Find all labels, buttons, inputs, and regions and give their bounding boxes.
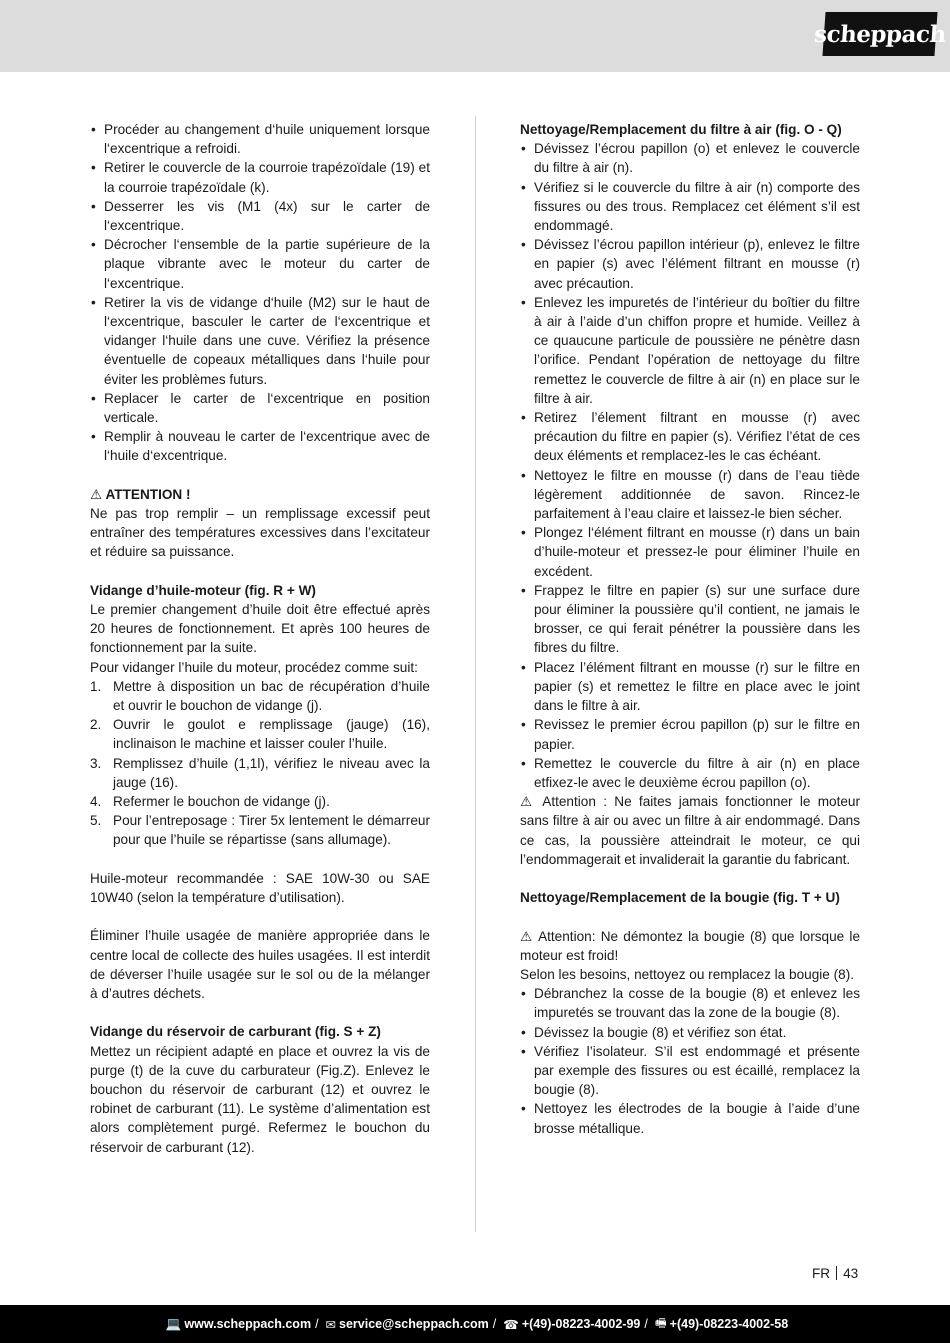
spark-plug-intro: Selon les besoins, nettoyez ou remplacez la bougie (8). — [520, 966, 854, 982]
air-filter-steps — [520, 139, 860, 792]
list-item: • Plongez l‘élément filtrant en mousse (r) dans un bain d’huile-moteur et pressez-le pour éliminer l’huile en excédent. — [520, 523, 860, 581]
list-item: • Replacer le carter de l‘excentrique en position verticale. — [90, 389, 430, 427]
air-filter-heading: Nettoyage/Remplacement du filtre à air (fig. O - Q) — [520, 122, 842, 137]
footer-separator: / — [315, 1317, 319, 1331]
page-header — [0, 0, 950, 72]
eccentric-oil-steps — [90, 120, 430, 466]
fax-number: +(49)-08223-4002-58 — [669, 1317, 789, 1331]
left-column — [90, 120, 430, 1157]
list-item: 4. Refermer le bouchon de vidange (j). — [90, 794, 330, 810]
page-footer — [0, 1305, 950, 1343]
paragraph: Le premier changement d’huile doit être effectué après 20 heures de fonctionnement. Et après 100 heures de fonctionnement par la suite. — [90, 602, 430, 656]
phone-number[interactable]: +(49)-08223-4002-99 — [521, 1317, 641, 1331]
list-item: • Vérifiez si le couvercle du filtre à air (n) comporte des fissures ou des trous. Remplacez cet élément s’il est endommagé. — [520, 178, 860, 236]
warning-icon: ⚠ — [90, 486, 103, 502]
page-number-value: 43 — [843, 1266, 859, 1281]
list-item: • Dévissez l’écrou papillon (o) et enlevez le couvercle du filtre à air (n). — [520, 139, 860, 177]
list-item: • Décrocher l‘ensemble de la partie supérieure de la plaque vibrante avec le moteur du carter de l‘excentrique. — [90, 235, 430, 293]
spark-plug-warning: ⚠ Attention: Ne démontez la bougie (8) que lorsque le moteur est froid! — [520, 928, 860, 963]
paragraph: Pour vidanger l’huile du moteur, procédez comme suit: — [90, 659, 418, 675]
list-item: • Nettoyez le filtre en mousse (r) dans de l’eau tiède légèrement additionnée de savon. Rincez-le parfaitement à l’eau claire et laissez-le bien sécher. — [520, 466, 860, 524]
list-item: • Frappez le filtre en papier (s) sur une surface dure pour éliminer la poussière qu’il contient, ne jamais le brosser, ce qui ferait pénétrer la poussière dans les fibres du filtre. — [520, 581, 860, 658]
list-item: • Retirer le couvercle de la courroie trapézoïdale (19) et la courroie trapézoïdale (k). — [90, 158, 430, 196]
fuel-drain-text: Mettez un récipient adapté en place et ouvrez la vis de purge (t) de la cuve du carburateur (Fig.Z). Enlevez le bouchon du réservoir de carburant (12) et ouvrez le robinet de carburant (11). Le système d’alimentation est alors complètement purgé. Refermez le bouchon du réservoir de carburant (12). — [90, 1043, 430, 1155]
list-item: • Remettez le couvercle du filtre à air (n) en place etfixez-le avec le deuxième écrou papillon (o). — [520, 754, 860, 792]
right-column — [520, 120, 860, 1138]
language-code: FR — [812, 1266, 831, 1281]
list-item: • Remplir à nouveau le carter de l‘excentrique avec de l‘huile d‘excentrique. — [90, 427, 430, 465]
list-item: • Dévissez l’écrou papillon intérieur (p), enlevez le filtre en papier (s) avec l’élément filtrant en mousse (r) avec précaution. — [520, 235, 860, 293]
list-item: • Enlevez les impuretés de l’intérieur du boîtier du filtre à air à l’aide d’un chiffon propre et humide. Veillez à ce quaucune particule de poussière ne pénètre dasn l’orifice. Pendant l’opération de nettoyage du filtre remettez le couvercle de filtre à air (n) en place sur le filtre à air. — [520, 293, 860, 408]
list-item: 2. Ouvrir le goulot e remplissage (jauge) (16), inclinaison le machine et laisser couler l’huile. — [90, 717, 430, 752]
list-item: • Débranchez la cosse de la bougie (8) et enlevez les impuretés se trouvant das la zone de la bougie (8). — [520, 984, 860, 1022]
attention-text: Ne pas trop remplir – un remplissage excessif peut entraîner des températures excessives dans l’excitateur et réduire sa puissance. — [90, 506, 430, 560]
attention-heading: ⚠ ATTENTION ! — [90, 486, 191, 502]
list-item: • Placez l’élément filtrant en mousse (r) sur le filtre en papier (s) et remettez le filtre en place avec le joint dans le filtre à air. — [520, 658, 860, 716]
list-item: • Procéder au changement d‘huile uniquement lorsque l‘excentrique a refroidi. — [90, 120, 430, 158]
list-item: • Desserrer les vis (M1 (4x) sur le carter de l‘excentrique. — [90, 197, 430, 235]
list-item: • Retirer la vis de vidange d‘huile (M2) sur le haut de l‘excentrique, basculer le carter de l‘excentrique et vidanger l‘huile dans une cuve. Vérifiez la présence éventuelle de copeaux métalliques dans l‘huile pour éviter les problèmes futurs. — [90, 293, 430, 389]
footer-separator: / — [644, 1317, 648, 1331]
list-item: • Vérifiez l’isolateur. S’il est endommagé et présente par exemple des fissures ou est écaillé, remplacez la bougie (8). — [520, 1042, 860, 1100]
email-link[interactable]: service@scheppach.com — [339, 1317, 489, 1331]
list-item: 5. Pour l’entreposage : Tirer 5x lentement le démarreur pour que l’huile se répartisse (sans allumage). — [90, 813, 430, 848]
computer-icon: 💻 — [165, 1316, 182, 1331]
list-item: • Retirez l’élement filtrant en mousse (r) avec précaution du filtre en papier (s). Vérifiez l’état de ces deux éléments et remplacez-les le cas échéant. — [520, 408, 860, 466]
spark-plug-heading: Nettoyage/Remplacement de la bougie (fig. T + U) — [520, 890, 840, 906]
oil-disposal-note: Éliminer l’huile usagée de manière appropriée dans le centre local de collecte des huiles usagées. Il est interdit de déverser l’huile usagée sur le sol ou de la mélanger à d’autres déchets. — [90, 928, 430, 1002]
list-item: • Nettoyez les électrodes de la bougie à l’aide d’une brosse métallique. — [520, 1099, 860, 1137]
website-link[interactable]: www.scheppach.com — [184, 1317, 312, 1331]
mail-icon: ✉ — [325, 1317, 337, 1332]
air-filter-warning: ⚠ Attention : Ne faites jamais fonctionner le moteur sans filtre à air ou avec un filtre à air endommagé. Dans ce cas, la poussière atteindrait le moteur, ce qui l’endommagerait et invaliderait la garantie du fabricant. — [520, 794, 861, 867]
fax-icon: 🖷 — [654, 1315, 667, 1330]
oil-change-heading: Vidange d’huile-moteur (fig. R + W) — [90, 582, 316, 598]
spark-plug-steps — [520, 984, 860, 1138]
list-item: • Revissez le premier écrou papillon (p) sur le filtre en papier. — [520, 715, 860, 753]
warning-icon: ⚠ — [520, 794, 536, 810]
footer-separator: / — [492, 1317, 497, 1331]
list-item: 1. Mettre à disposition un bac de récupération d’huile et ouvrir le bouchon de vidange (j). — [90, 678, 430, 714]
scheppach-logo: scheppach — [822, 12, 937, 56]
warning-icon: ⚠ — [520, 928, 534, 944]
oil-recommendation: Huile-moteur recommandée : SAE 10W-30 ou SAE 10W40 (selon la température d’utilisation). — [90, 870, 430, 906]
page-number-separator — [836, 1266, 837, 1280]
oil-change-steps — [90, 677, 430, 850]
list-item: • Dévissez la bougie (8) et vérifiez son état. — [520, 1023, 860, 1042]
list-item: 3. Remplissez d’huile (1,1l), vérifiez le niveau avec la jauge (16). — [90, 755, 430, 790]
phone-icon: ☎ — [503, 1317, 519, 1332]
fuel-drain-heading: Vidange du réservoir de carburant (fig. S + Z) — [90, 1024, 381, 1040]
column-divider — [475, 116, 476, 1232]
page-number — [812, 1266, 858, 1281]
